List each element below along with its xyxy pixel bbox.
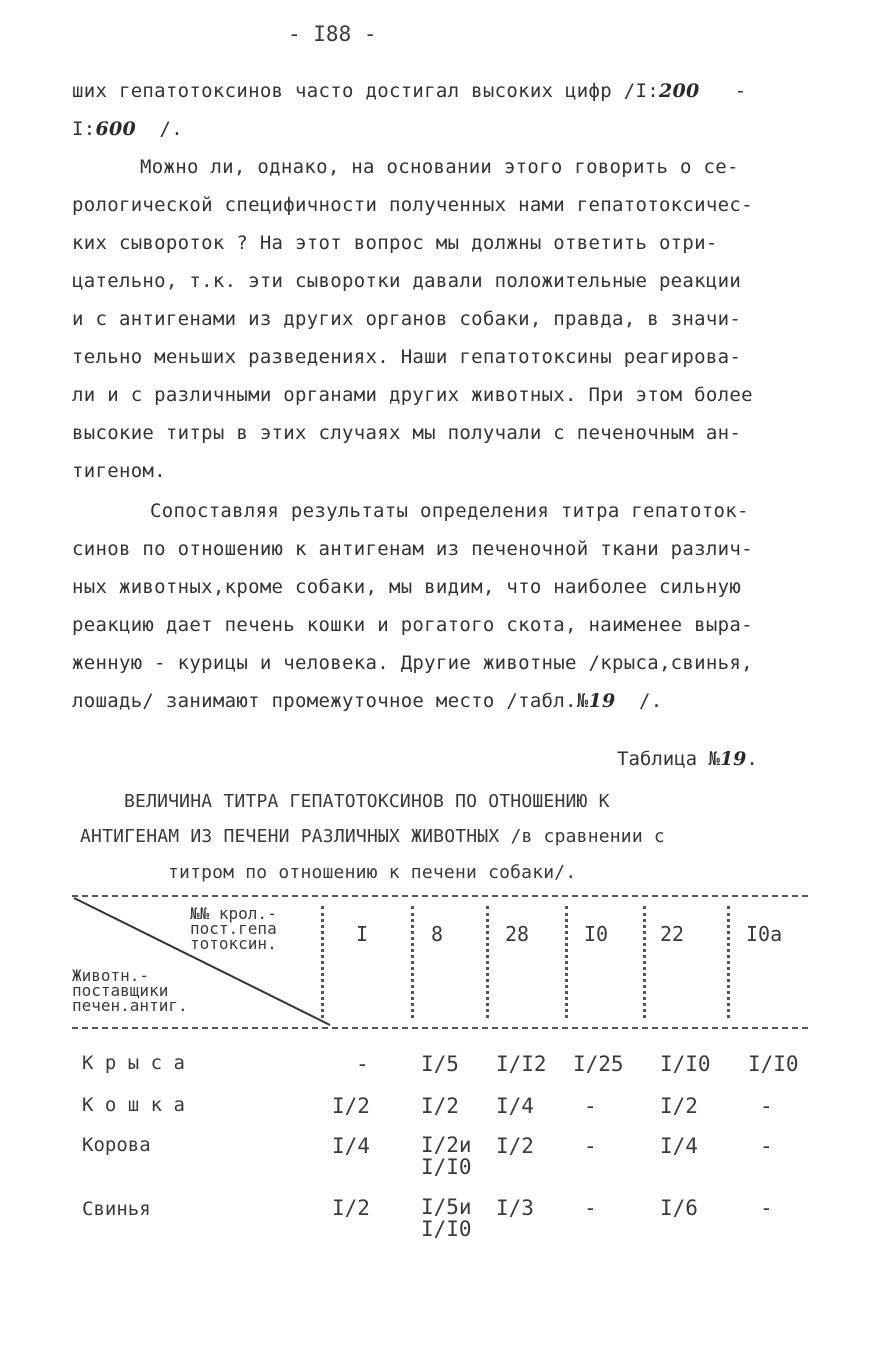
table-cell: I/5 <box>421 1052 459 1076</box>
column-separator <box>321 906 324 1018</box>
ratio-tail: /. <box>159 118 184 140</box>
table-cell: - <box>584 1134 597 1158</box>
text-line: и с антигенами из других органов собаки, правда, в значи- <box>72 308 742 330</box>
text-line: реакцию дает печень кошки и рогатого скота, наименее выра- <box>72 614 753 636</box>
table-cell: I/2 <box>332 1094 370 1118</box>
table-cell: I/3 <box>496 1196 534 1220</box>
column-separator <box>727 906 730 1018</box>
table-cell: I/2 <box>332 1196 370 1220</box>
row-label: Свинья <box>82 1198 151 1220</box>
corner-header-line: печен.антиг. <box>72 996 188 1015</box>
row-label: К о ш к а <box>82 1094 185 1116</box>
corner-header-bottom <box>72 968 188 1013</box>
table-cell: I/I0 <box>748 1052 799 1076</box>
column-separator <box>643 906 646 1018</box>
text-line: Можно ли, однако, на основании этого говорить о се- <box>140 156 739 178</box>
row-label: Корова <box>82 1134 151 1156</box>
text-line <box>72 690 663 712</box>
handwritten-ratio: 200 <box>658 80 700 102</box>
text-line <box>72 118 183 140</box>
table-cell: I/6 <box>660 1196 698 1220</box>
column-header: I0 <box>584 922 609 946</box>
column-separator <box>411 906 414 1018</box>
column-separator <box>565 906 568 1018</box>
table-cell: I/2и I/I0 <box>421 1133 472 1179</box>
text-line: Сопоставляя результаты определения титра гепатоток- <box>150 500 749 522</box>
text-line-content: ших гепатотоксинов часто достигал высоких цифр /I: <box>72 80 659 102</box>
table-cell: I/4 <box>332 1134 370 1158</box>
text-line: ких сывороток ? На этот вопрос мы должны ответить отри- <box>72 232 718 254</box>
corner-header-line: тотоксин. <box>190 934 277 953</box>
handwritten-dash: - <box>734 80 747 102</box>
table-cell: I/2 <box>660 1094 698 1118</box>
text-line: тигеном. <box>72 460 166 482</box>
table-caption-number: 19 <box>719 748 747 770</box>
corner-header-line: пост.гепа <box>190 919 277 938</box>
table-cell: I/2 <box>496 1134 534 1158</box>
text-line-content: I: <box>72 118 96 140</box>
column-header: I0а <box>746 922 783 946</box>
table-cell: - <box>356 1052 369 1076</box>
column-header: 22 <box>660 922 685 946</box>
column-separator <box>486 906 489 1018</box>
column-header: I <box>356 922 369 946</box>
column-header: 8 <box>431 922 444 946</box>
corner-header-line: Животн.- <box>72 966 150 985</box>
table-caption-prefix: Таблица № <box>617 748 720 770</box>
handwritten-table-ref: 19 <box>588 690 616 712</box>
table-ref-tail: /. <box>639 690 663 712</box>
text-line: цательно, т.к. эти сыворотки давали положительные реакции <box>72 270 742 292</box>
text-line: ли и с различными органами других животных. При этом более <box>72 384 753 406</box>
table-cell: I/I0 <box>660 1052 711 1076</box>
text-line: ных животных,кроме собаки, мы видим, что наиболее сильную <box>72 576 742 598</box>
table-cell: I/4 <box>660 1134 698 1158</box>
page-number: - I88 - <box>288 22 377 46</box>
table-caption <box>617 748 758 770</box>
text-line-content: лошадь/ занимают промежуточное место /табл.№ <box>72 690 589 712</box>
handwritten-ratio: 600 <box>95 118 137 140</box>
table-cell: I/2 <box>421 1094 459 1118</box>
table-cell: - <box>760 1196 773 1220</box>
text-line: тельно меньших разведениях. Наши гепатотоксины реагирова- <box>72 346 742 368</box>
table-cell: I/25 <box>573 1052 624 1076</box>
table-title-line: ВЕЛИЧИНА ТИТРА ГЕПАТОТОКСИНОВ ПО ОТНОШЕНИЮ К <box>124 791 610 812</box>
corner-header-top <box>190 906 277 951</box>
table-cell: - <box>584 1196 597 1220</box>
text-line <box>72 80 746 102</box>
table-cell: I/5и I/I0 <box>421 1195 472 1241</box>
table-cell: - <box>760 1094 773 1118</box>
row-label: К р ы с а <box>82 1052 185 1074</box>
table-cell: I/4 <box>496 1094 534 1118</box>
column-header: 28 <box>505 922 530 946</box>
text-line: высокие титры в этих случаях мы получали с печеночным ан- <box>72 422 742 444</box>
text-line: синов по отношению к антигенам из печеночной ткани различ- <box>72 538 753 560</box>
corner-header-line: поставщики <box>72 981 169 1000</box>
text-line: рологической специфичности полученных нами гепатотоксичес- <box>72 194 753 216</box>
table-title-line: АНТИГЕНАМ ИЗ ПЕЧЕНИ РАЗЛИЧНЫХ ЖИВОТНЫХ /в сравнении с <box>80 826 665 847</box>
table-cell: I/I2 <box>496 1052 547 1076</box>
table-title-line: титром по отношению к печени собаки/. <box>168 862 577 883</box>
text-line: женную - курицы и человека. Другие животные /крыса,свинья, <box>72 652 753 674</box>
table-cell: - <box>760 1134 773 1158</box>
corner-header-line: №№ крол.- <box>190 904 277 923</box>
table-cell: - <box>584 1094 597 1118</box>
table-caption-suffix: . <box>746 748 758 770</box>
